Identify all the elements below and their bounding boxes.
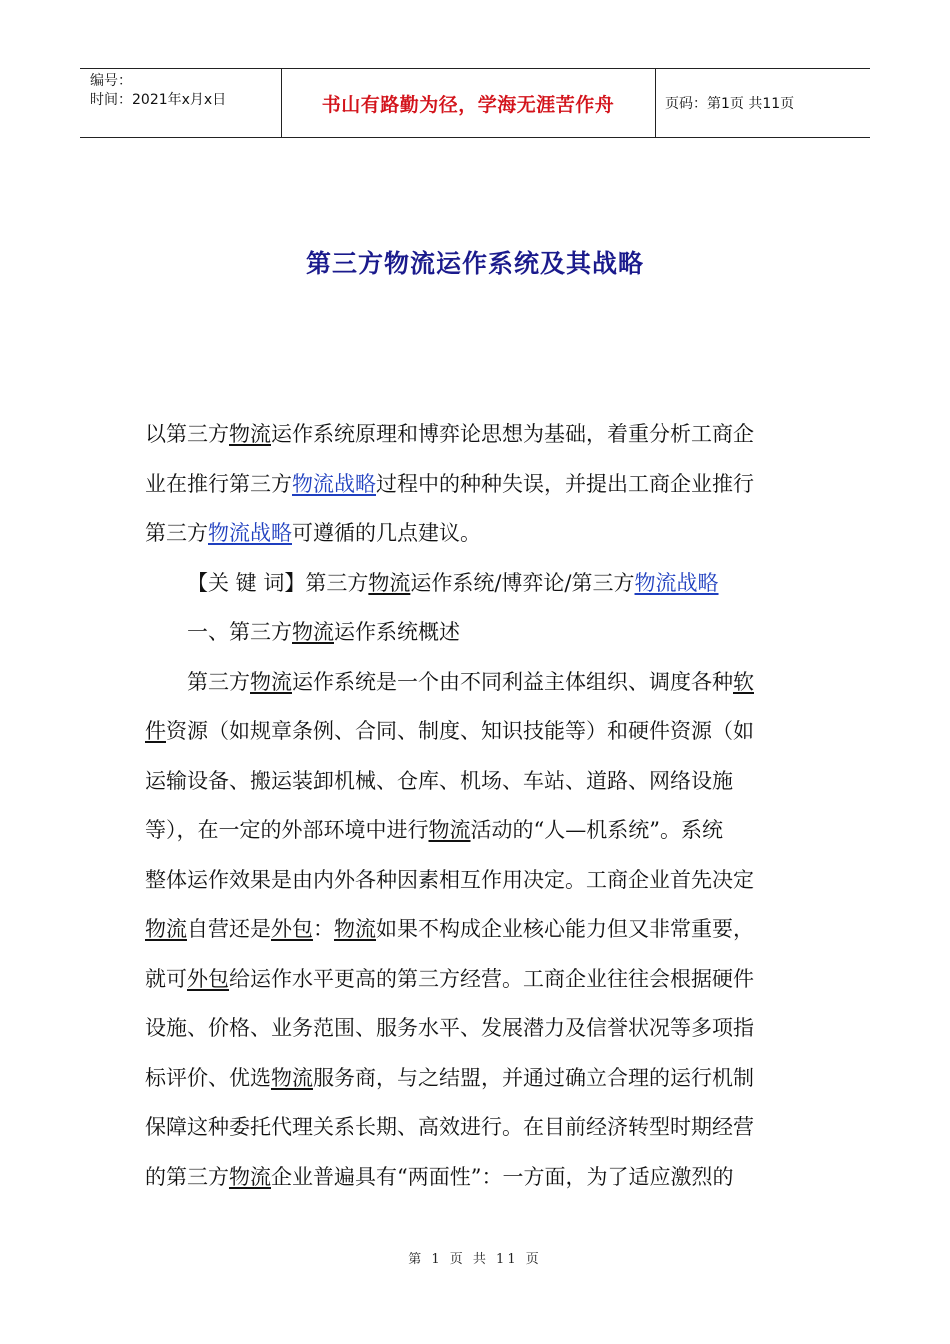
text: 自营还是 (187, 917, 271, 941)
body-line (145, 1153, 805, 1203)
text: 活动的“人—机系统”。系统 (470, 818, 723, 842)
text: 第三方 (145, 521, 208, 545)
term-link[interactable]: 软 (733, 669, 754, 694)
text: 第三方 (187, 669, 250, 694)
abstract-line (145, 410, 805, 460)
text: 如果不构成企业核心能力但又非常重要， (376, 917, 754, 941)
term-link[interactable]: 物流 (292, 620, 334, 644)
hyperlink[interactable]: 物流战略 (208, 521, 292, 545)
text: 运作系统/博弈论/第三方 (410, 570, 635, 595)
term-link[interactable]: 件 (145, 719, 166, 743)
text: 的第三方 (145, 1164, 229, 1189)
text: 就可 (145, 966, 187, 991)
text: 服务商，与之结盟，并通过确立合理的运行机制 (313, 1065, 754, 1090)
document-title: 第三方物流运作系统及其战略 (305, 249, 644, 278)
header-motto: 书山有路勤为径，学海无涯苦作舟 (321, 93, 615, 116)
hyperlink[interactable]: 物流战略 (634, 570, 719, 595)
text: 运作系统概述 (334, 620, 460, 644)
text: 运作系统是一个由不同利益主体组织、调度各种 (292, 669, 733, 694)
header-meta (80, 69, 281, 137)
abstract-line (145, 509, 805, 559)
text: 标评价、优选 (145, 1065, 271, 1090)
body-line (145, 806, 805, 856)
term-link[interactable]: 外包 (271, 917, 313, 941)
body-line (145, 905, 805, 955)
text: 以第三方 (145, 422, 229, 446)
section-heading (145, 608, 805, 658)
text: 【关 键 词】第三方 (187, 570, 369, 595)
header-page-info: 页码：第1页 共11页 (665, 96, 795, 112)
body-line: 保障这种委托代理关系长期、高效进行。在目前经济转型时期经营 (145, 1115, 754, 1139)
text: 业在推行第三方 (145, 471, 292, 496)
text: 运作系统原理和博弈论思想为基础，着重分析工商企 (271, 422, 754, 446)
term-link[interactable]: 物流 (229, 422, 271, 446)
term-link[interactable]: 物流 (428, 818, 471, 842)
header-table (80, 68, 870, 138)
term-link[interactable]: 物流 (145, 917, 187, 941)
body-line: 设施、价格、业务范围、服务水平、发展潜力及信誉状况等多项指 (145, 1016, 754, 1040)
term-link[interactable]: 物流 (271, 1065, 313, 1090)
term-link[interactable]: 物流 (368, 570, 411, 595)
text: 给运作水平更高的第三方经营。工商企业往往会根据硬件 (229, 966, 754, 991)
document-body (145, 410, 805, 1202)
body-line: 整体运作效果是由内外各种因素相互作用决定。工商企业首先决定 (145, 867, 754, 892)
page-footer: 第 1 页 共 11 页 (408, 1252, 542, 1267)
text: 等），在一定的外部环境中进行 (145, 818, 429, 842)
text: 可遵循的几点建议。 (292, 521, 481, 545)
body-line (145, 707, 805, 757)
text: ： (313, 917, 334, 941)
abstract-line (145, 460, 805, 510)
document-number-label: 编号： (90, 73, 132, 89)
text: 过程中的种种失误，并提出工商企业推行 (376, 471, 754, 496)
text: 一、第三方 (187, 620, 292, 644)
text: 资源（如规章条例、合同、制度、知识技能等）和硬件资源（如 (166, 719, 754, 743)
hyperlink[interactable]: 物流战略 (292, 471, 376, 496)
keywords-line (145, 559, 805, 609)
body-line (145, 658, 805, 708)
text: 企业普遍具有“两面性”：一方面，为了适应激烈的 (271, 1164, 734, 1189)
body-line (145, 1054, 805, 1104)
body-line: 运输设备、搬运装卸机械、仓库、机场、车站、道路、网络设施 (145, 768, 733, 793)
term-link[interactable]: 物流 (250, 669, 292, 694)
document-date: 时间：2021年x月x日 (90, 92, 227, 108)
term-link[interactable]: 物流 (229, 1164, 271, 1189)
term-link[interactable]: 外包 (187, 966, 229, 991)
term-link[interactable]: 物流 (334, 917, 376, 941)
body-line (145, 955, 805, 1005)
